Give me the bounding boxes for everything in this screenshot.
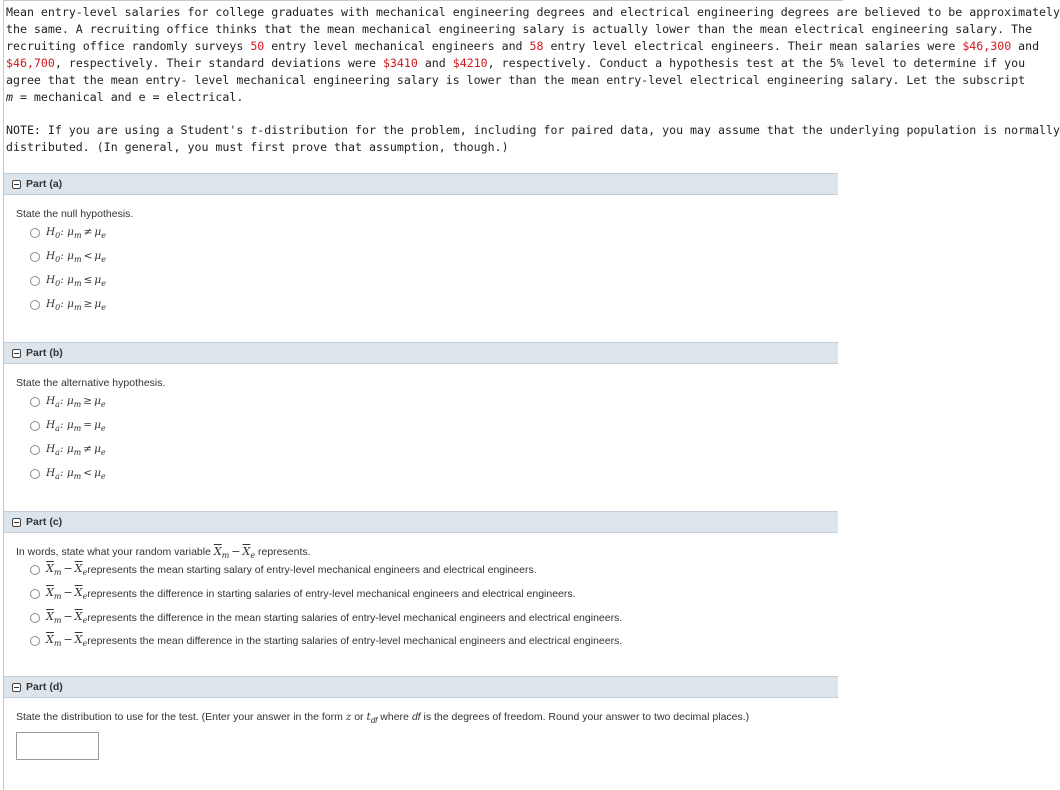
- random-variable: [46, 633, 87, 648]
- mu: μ: [66, 395, 74, 407]
- text: , respectively. Their standard deviations were: [54, 56, 383, 70]
- mu-sub: e: [100, 472, 106, 482]
- problem-statement: [6, 4, 1060, 106]
- problem-line: agree that the mean entry- level mechanical engineering salary is lower than the mean entry-level electrical engineering salary. Let the subscript: [6, 73, 1026, 87]
- radio-button[interactable]: [30, 397, 40, 407]
- colon: :: [59, 443, 64, 455]
- sub: m: [221, 551, 230, 561]
- minus: −: [63, 610, 73, 623]
- sub: m: [53, 639, 62, 649]
- h-sub: a: [55, 472, 60, 482]
- radio-button[interactable]: [30, 636, 40, 646]
- t-sub: df: [370, 716, 378, 726]
- option-text: represents the difference in the mean starting salaries of entry-level mechanical engineers and electrical engineers.: [87, 611, 623, 624]
- text: and: [1011, 39, 1040, 53]
- part-c-header[interactable]: [4, 511, 838, 533]
- xbar: $\overline{X}$: [46, 562, 54, 575]
- part-c-option[interactable]: [30, 562, 537, 577]
- mu: μ: [67, 250, 74, 262]
- hypothesis: [46, 443, 106, 457]
- part-b-header[interactable]: [4, 342, 838, 364]
- mu-sub: e: [101, 279, 106, 289]
- sub: m: [53, 616, 62, 626]
- option-text: represents the mean starting salary of entry-level mechanical engineers and electrical engineers.: [87, 563, 537, 576]
- subscript-m: m: [6, 90, 13, 104]
- radio-button[interactable]: [30, 300, 40, 310]
- mu: μ: [67, 298, 74, 310]
- text: State the distribution to use for the test. (Enter your answer in the form: [16, 711, 346, 723]
- random-variable: [46, 610, 87, 625]
- random-variable: [46, 562, 87, 577]
- sample-size-e: 58: [529, 39, 544, 53]
- problem-line: [6, 55, 1026, 72]
- mu: μ: [94, 443, 101, 455]
- part-c-option[interactable]: [30, 586, 576, 601]
- minus: −: [63, 633, 73, 646]
- text: represents.: [255, 546, 311, 558]
- sub: e: [82, 616, 88, 626]
- t-symbol: t: [366, 711, 371, 723]
- mu-sub: e: [101, 255, 106, 265]
- problem-line: the same. A recruiting office thinks that the mean mechanical engineering salary is actually lower than the mean electrical engineering salary. The: [6, 22, 1033, 36]
- h-sub: 0: [55, 255, 61, 265]
- problem-line: [6, 89, 838, 106]
- radio-button[interactable]: [30, 228, 40, 238]
- note-line: [6, 122, 1060, 139]
- operator: ≠: [83, 226, 93, 238]
- part-a-prompt: State the null hypothesis.: [16, 208, 134, 220]
- colon: :: [59, 419, 64, 431]
- h: H: [46, 226, 56, 238]
- radio-button[interactable]: [30, 469, 40, 479]
- mu-sub: m: [73, 279, 82, 289]
- part-a-title: Part (a): [26, 178, 63, 190]
- mu: μ: [66, 419, 74, 431]
- colon: :: [60, 274, 64, 286]
- radio-button[interactable]: [30, 613, 40, 623]
- part-d-title: Part (d): [26, 681, 63, 693]
- part-a-option[interactable]: [30, 298, 106, 312]
- sub: m: [53, 568, 62, 578]
- h-sub: a: [55, 400, 60, 410]
- part-a-option[interactable]: [30, 226, 106, 240]
- hypothesis: [46, 467, 106, 481]
- mu: μ: [66, 467, 74, 479]
- colon: :: [59, 395, 64, 407]
- mean-m: $46,300: [962, 39, 1012, 53]
- text: recruiting office randomly surveys: [6, 39, 251, 53]
- part-b-option[interactable]: [30, 419, 106, 433]
- mu: μ: [67, 274, 74, 286]
- part-b-option[interactable]: [30, 443, 106, 457]
- text: entry level electrical engineers. Their mean salaries were: [543, 39, 963, 53]
- xbar: $\overline{X}$: [74, 562, 83, 575]
- h: H: [46, 443, 56, 455]
- part-a-option[interactable]: [30, 274, 106, 288]
- hypothesis: [46, 298, 106, 312]
- mu-sub: m: [73, 400, 82, 410]
- radio-button[interactable]: [30, 276, 40, 286]
- hypothesis: [46, 274, 106, 288]
- hypothesis: [46, 250, 106, 264]
- text: -distribution for the problem, including for paired data, you may assume that the underlying population is normally: [257, 123, 1060, 137]
- problem-line: Mean entry-level salaries for college graduates with mechanical engineering degrees and electrical engineering degrees are believed to be approximately: [6, 5, 1060, 19]
- text: and: [417, 56, 453, 70]
- xbar: $\overline{X}$: [46, 610, 54, 623]
- part-b-title: Part (b): [26, 347, 63, 359]
- mu-sub: e: [100, 424, 106, 434]
- xbar: $\overline{X}$: [74, 633, 83, 646]
- h-sub: a: [55, 448, 60, 458]
- radio-button[interactable]: [30, 445, 40, 455]
- part-c-option[interactable]: [30, 610, 622, 625]
- hypothesis: [46, 395, 106, 409]
- sd-e: $4210: [452, 56, 488, 70]
- sub: e: [82, 568, 88, 578]
- mu: μ: [94, 419, 101, 431]
- mu-sub: e: [100, 400, 106, 410]
- operator: <: [83, 250, 93, 262]
- xbar: $\overline{X}$: [46, 633, 54, 646]
- h: H: [46, 250, 56, 262]
- hypothesis: [46, 226, 106, 240]
- h-sub: a: [55, 424, 60, 434]
- xbar: $\overline{X}$: [74, 610, 83, 623]
- operator: =: [83, 419, 93, 431]
- collapse-icon[interactable]: [12, 683, 21, 692]
- mu-sub: e: [101, 231, 106, 241]
- mu-sub: m: [73, 424, 82, 434]
- mean-e: $46,700: [6, 56, 55, 70]
- colon: :: [60, 250, 64, 262]
- text: , respectively. Conduct a hypothesis test at the 5% level to determine if you: [487, 56, 1026, 70]
- note-line: distributed. (In general, you must first prove that assumption, though.): [6, 140, 509, 154]
- minus: −: [231, 545, 241, 558]
- colon: :: [60, 298, 64, 310]
- distribution-answer-input[interactable]: [16, 732, 99, 760]
- mu: μ: [94, 250, 102, 262]
- mu-sub: e: [101, 303, 106, 313]
- part-c-option[interactable]: [30, 633, 622, 648]
- part-b-option[interactable]: [30, 467, 106, 481]
- collapse-icon[interactable]: [12, 518, 21, 527]
- text: or: [351, 711, 367, 723]
- mu-sub: m: [73, 255, 82, 265]
- z-symbol: z: [345, 711, 352, 723]
- collapse-icon[interactable]: [12, 180, 21, 189]
- minus: −: [63, 562, 73, 575]
- h: H: [46, 419, 56, 431]
- option-text: represents the difference in starting salaries of entry-level mechanical engineers and electrical engineers.: [87, 587, 576, 600]
- xbar: $\overline{X}$: [74, 586, 83, 599]
- hypothesis: [46, 419, 106, 433]
- random-variable: [213, 545, 256, 561]
- note: [6, 122, 1060, 156]
- mu-sub: m: [73, 448, 82, 458]
- mu: μ: [94, 274, 102, 286]
- operator: ≠: [83, 443, 93, 455]
- xbar: $\overline{X}$: [46, 586, 54, 599]
- part-d-prompt: [16, 711, 749, 725]
- colon: :: [59, 467, 64, 479]
- mu: μ: [94, 298, 102, 310]
- mu-sub: e: [100, 448, 106, 458]
- sub: m: [53, 592, 62, 602]
- sd-m: $3410: [382, 56, 418, 70]
- part-a-header[interactable]: [4, 173, 838, 195]
- mu: μ: [67, 226, 74, 238]
- sub: e: [82, 592, 88, 602]
- text: entry level mechanical engineers and: [264, 39, 530, 53]
- mu-sub: m: [73, 231, 82, 241]
- text: NOTE: If you are using a Student's: [6, 123, 251, 137]
- mu: μ: [94, 395, 101, 407]
- part-b-prompt: State the alternative hypothesis.: [16, 377, 166, 389]
- option-text: represents the mean difference in the starting salaries of entry-level mechanical engineers and electrical engineers.: [87, 634, 623, 647]
- mu-sub: m: [73, 303, 82, 313]
- colon: :: [60, 226, 64, 238]
- h-sub: 0: [55, 231, 61, 241]
- text: is the degrees of freedom. Round your answer to two decimal places.): [420, 711, 750, 723]
- part-d-header[interactable]: [4, 676, 838, 698]
- sample-size-m: 50: [250, 39, 265, 53]
- random-variable: [46, 586, 87, 601]
- radio-button[interactable]: [30, 252, 40, 262]
- text: = mechanical and e = electrical.: [12, 90, 244, 104]
- df-symbol: df: [411, 711, 421, 723]
- part-b-option[interactable]: [30, 395, 106, 409]
- radio-button[interactable]: [30, 421, 40, 431]
- sub: e: [82, 639, 88, 649]
- sub: e: [250, 551, 256, 561]
- h: H: [46, 395, 56, 407]
- mu: μ: [94, 226, 102, 238]
- text: In words, state what your random variable: [16, 546, 214, 558]
- minus: −: [63, 586, 73, 599]
- text: where: [377, 711, 412, 723]
- mu: μ: [94, 467, 101, 479]
- h-sub: 0: [55, 279, 61, 289]
- t-symbol: t: [250, 123, 258, 137]
- xbar: $\overline{X}$: [242, 545, 251, 558]
- problem-line: [6, 38, 1040, 55]
- mu-sub: m: [73, 472, 82, 482]
- operator: ≥: [83, 395, 93, 407]
- mu: μ: [66, 443, 74, 455]
- part-c-prompt: [16, 545, 311, 560]
- operator: ≤: [83, 274, 93, 286]
- operator: <: [83, 467, 93, 479]
- operator: ≥: [83, 298, 93, 310]
- collapse-icon[interactable]: [12, 349, 21, 358]
- h-sub: 0: [55, 303, 61, 313]
- part-c-title: Part (c): [26, 516, 63, 528]
- part-a-option[interactable]: [30, 250, 106, 264]
- h: H: [46, 274, 56, 286]
- h: H: [46, 467, 56, 479]
- xbar: $\overline{X}$: [213, 545, 222, 558]
- radio-button[interactable]: [30, 565, 40, 575]
- radio-button[interactable]: [30, 589, 40, 599]
- h: H: [46, 298, 56, 310]
